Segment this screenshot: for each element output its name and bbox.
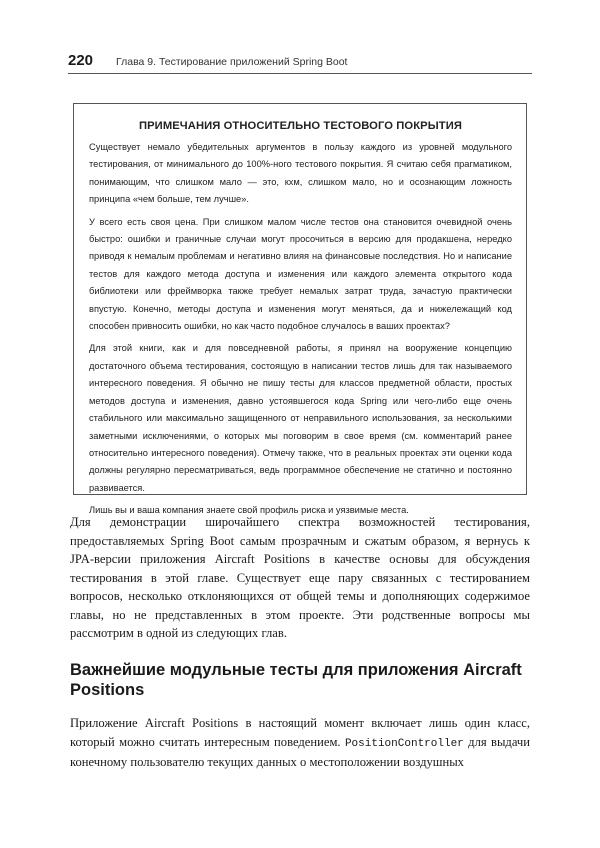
sidebar-title: ПРИМЕЧАНИЯ ОТНОСИТЕЛЬНО ТЕСТОВОГО ПОКРЫТИЯ: [138, 120, 462, 132]
sidebar-paragraph: У всего есть своя цена. При слишком малом числе тестов она становится очевидной очень быстро: ошибки и граничные случаи могут просочиться в версию для продакшена, нередко приводя к немалым проблемам и негативно влияя на финансовые последствия. Но и написание тестов для каждого метода доступа и изменения или каждого элемента открытого кода библиотеки или фреймворка также требует немалых затрат труда, зачастую практически впустую. Конечно, методы доступа и изменения могут меняться, да и нижележащий код способен привносить ошибки, но как часто подобное случалось в ваших проектах?: [89, 216, 512, 332]
running-header: [68, 52, 532, 69]
sidebar-paragraph: Лишь вы и ваша компания знаете свой профиль риска и уязвимые места.: [89, 505, 409, 516]
chapter-title: Глава 9. Тестирование приложений Spring Boot: [116, 56, 348, 68]
body-paragraph-2: [70, 714, 530, 772]
body-text-segment: для выдачи конечному пользователю текущих данных о местоположении воздушных: [70, 734, 530, 769]
header-rule: [68, 73, 532, 74]
sidebar-paragraph: Для этой книги, как и для повседневной работы, я принял на вооружение концепцию достаточного объема тестирования, состоящую в написании тестов лишь для так называемого интересного поведения. Я обычно не пишу тесты для классов предметной области, простых методов доступа и изменения, давно устоявшегося кода Spring или чего-либо еще очень стабильного или максимально защищенного от неправильного использования, за несколькими заметными исключениями, о которых мы поговорим в свое время (см. комментарий ранее относительно интересного поведения). Отмечу также, что в реальных проектах эти оценки кода должны регулярно пересматриваться, ведь программное обеспечение не статично и постоянно развивается.: [89, 343, 512, 493]
page-number: 220: [68, 52, 94, 69]
sidebar-paragraph: Существует немало убедительных аргументов в пользу каждого из уровней модульного тестирования, от минимального до 100%-ного тестового покрытия. Я считаю себя прагматиком, понимающим, что слишком мало — это, кхм, слишком мало, но и осознающим ложность принципа «чем больше, тем лучше».: [89, 142, 512, 205]
body-text-segment: Приложение Aircraft Positions в настоящий момент включает лишь один класс, который можно считать интересным поведением.: [70, 716, 530, 749]
body-paragraph: Для демонстрации широчайшего спектра возможностей тестирования, предоставляемых Spring Boot самым прозрачным и сжатым образом, я вернусь к JPA-версии приложения Aircraft Positions в качестве основы для обсуждения тестирования в этой главе. Существует еще пару связанных с тестированием вопросов, несколько отклоняющихся от общей темы и дополняющих содержимое главы, но не представленных в этом проекте. Эти родственные вопросы мы рассмотрим в одной из следующих глав.: [70, 515, 530, 640]
inline-code: PositionController: [344, 737, 464, 750]
section-heading: Важнейшие модульные тесты для приложения Aircraft Positions: [70, 661, 522, 699]
coverage-notes-sidebar: [73, 103, 527, 516]
